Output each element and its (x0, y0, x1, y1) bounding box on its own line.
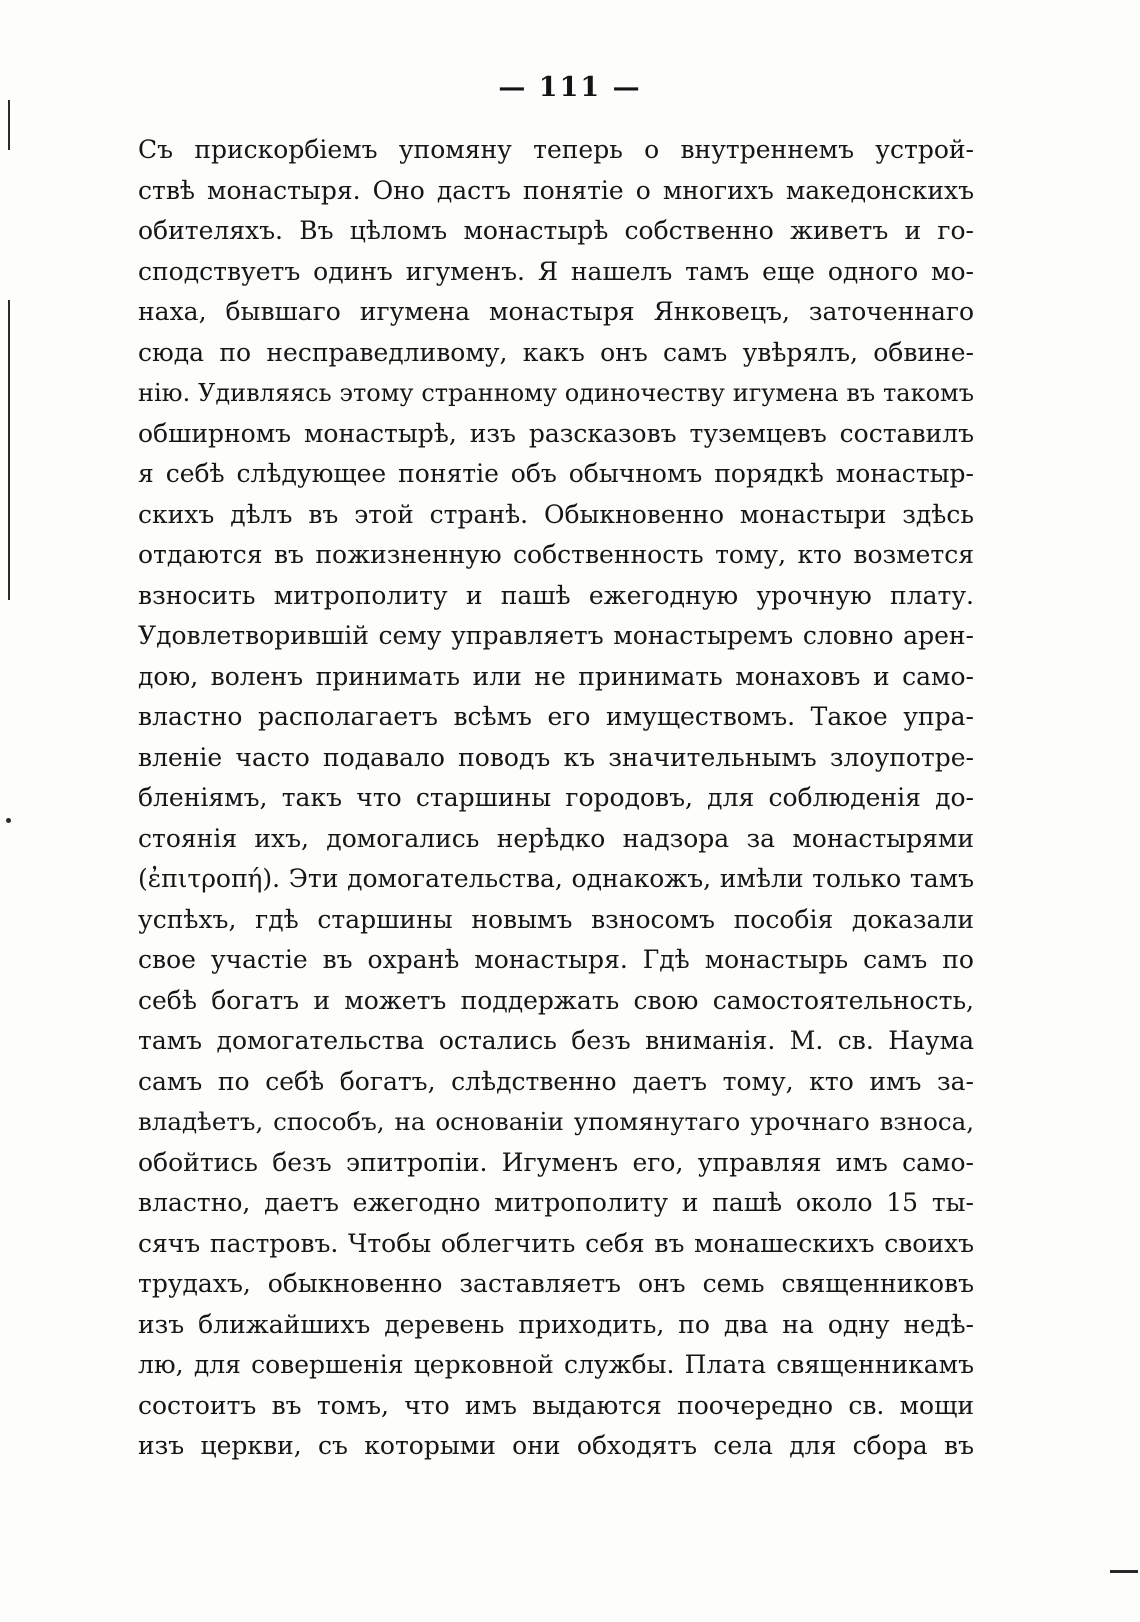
text-line: обителяхъ. Въ цѣломъ монастырѣ собственно живетъ и го- (138, 216, 974, 245)
text-line: скихъ дѣлъ въ этой странѣ. Обыкновенно монастыри здѣсь (138, 499, 974, 529)
left-margin-rule (8, 300, 10, 600)
text-line: стоянія ихъ, домогались нерѣдко надзора за монастырями (138, 823, 974, 853)
text-line: отдаются въ пожизненную собственность тому, кто возмется (138, 540, 974, 569)
text-line: лю, для совершенія церковной службы. Плата священникамъ (138, 1350, 974, 1379)
text-line: взносить митрополиту и пашѣ ежегодную урочную плату. (138, 580, 974, 610)
text-line: сподствуетъ одинъ игуменъ. Я нашелъ тамъ еще одного мо- (138, 256, 974, 286)
text-line: обойтись безъ эпитропіи. Игуменъ его, управляя имъ само- (138, 1147, 974, 1177)
text-line: трудахъ, обыкновенно заставляетъ онъ семь священниковъ (138, 1269, 974, 1298)
text-line: сячъ пастровъ. Чтобы облегчить себя въ монашескихъ своихъ (138, 1228, 974, 1258)
text-line: ствѣ монастыря. Оно дастъ понятіе о многихъ македонскихъ (138, 175, 974, 205)
text-line: бленіямъ, такъ что старшины городовъ, для соблюденія до- (138, 783, 974, 812)
text-line: нію. Удивляясь этому странному одиночеству игумена въ такомъ (138, 379, 974, 407)
text-line: властно располагаетъ всѣмъ его имуществомъ. Такое упра- (138, 702, 974, 731)
text-line: изъ ближайшихъ деревень приходить, по два на одну недѣ- (138, 1309, 974, 1339)
text-line: владѣетъ, способъ, на основаніи упомянутаго урочнаго взноса, (138, 1107, 974, 1136)
text-line: свое участіе въ охранѣ монастыря. Гдѣ монастырь самъ по (138, 945, 974, 974)
body-text (138, 130, 974, 1467)
text-line: наха, бывшаго игумена монастыря Янковецъ, заточеннаго (138, 297, 974, 326)
text-line: обширномъ монастырѣ, изъ разсказовъ туземцевъ составилъ (138, 418, 974, 448)
text-line: состоитъ въ томъ, что имъ выдаются поочередно св. мощи (138, 1390, 974, 1420)
text-line: сюда по несправедливому, какъ онъ самъ увѣрялъ, обвине- (138, 337, 974, 367)
text-line: властно, даетъ ежегодно митрополиту и пашѣ около 15 ты- (138, 1188, 974, 1217)
text-line: Съ прискорбіемъ упомяну теперь о внутреннемъ устрой- (138, 135, 974, 164)
text-line: дою, воленъ принимать или не принимать монаховъ и само- (138, 661, 974, 691)
page-number: — 111 — (498, 72, 642, 103)
left-margin-dot (6, 818, 11, 823)
right-margin-mark (1110, 1570, 1138, 1573)
text-line: Удовлетворившій сему управляетъ монастыремъ словно арен- (138, 621, 974, 650)
text-line: успѣхъ, гдѣ старшины новымъ взносомъ пособія доказали (138, 904, 974, 934)
text-line: тамъ домогательства остались безъ вниманія. М. св. Наума (138, 1026, 974, 1055)
left-margin-rule-top (8, 100, 10, 150)
text-line: себѣ богатъ и можетъ поддержать свою самостоятельность, (138, 985, 974, 1015)
text-line: я себѣ слѣдующее понятіе объ обычномъ порядкѣ монастыр- (138, 459, 974, 488)
text-line: изъ церкви, съ которыми они обходятъ села для сбора въ (138, 1431, 974, 1460)
text-line: вленіе часто подавало поводъ къ значительнымъ злоупотре- (138, 742, 974, 772)
text-line: (ἐπιτροπή). Эти домогательства, однакожъ, имѣли только тамъ (138, 864, 974, 893)
text-line: самъ по себѣ богатъ, слѣдственно даетъ тому, кто имъ за- (138, 1066, 974, 1096)
